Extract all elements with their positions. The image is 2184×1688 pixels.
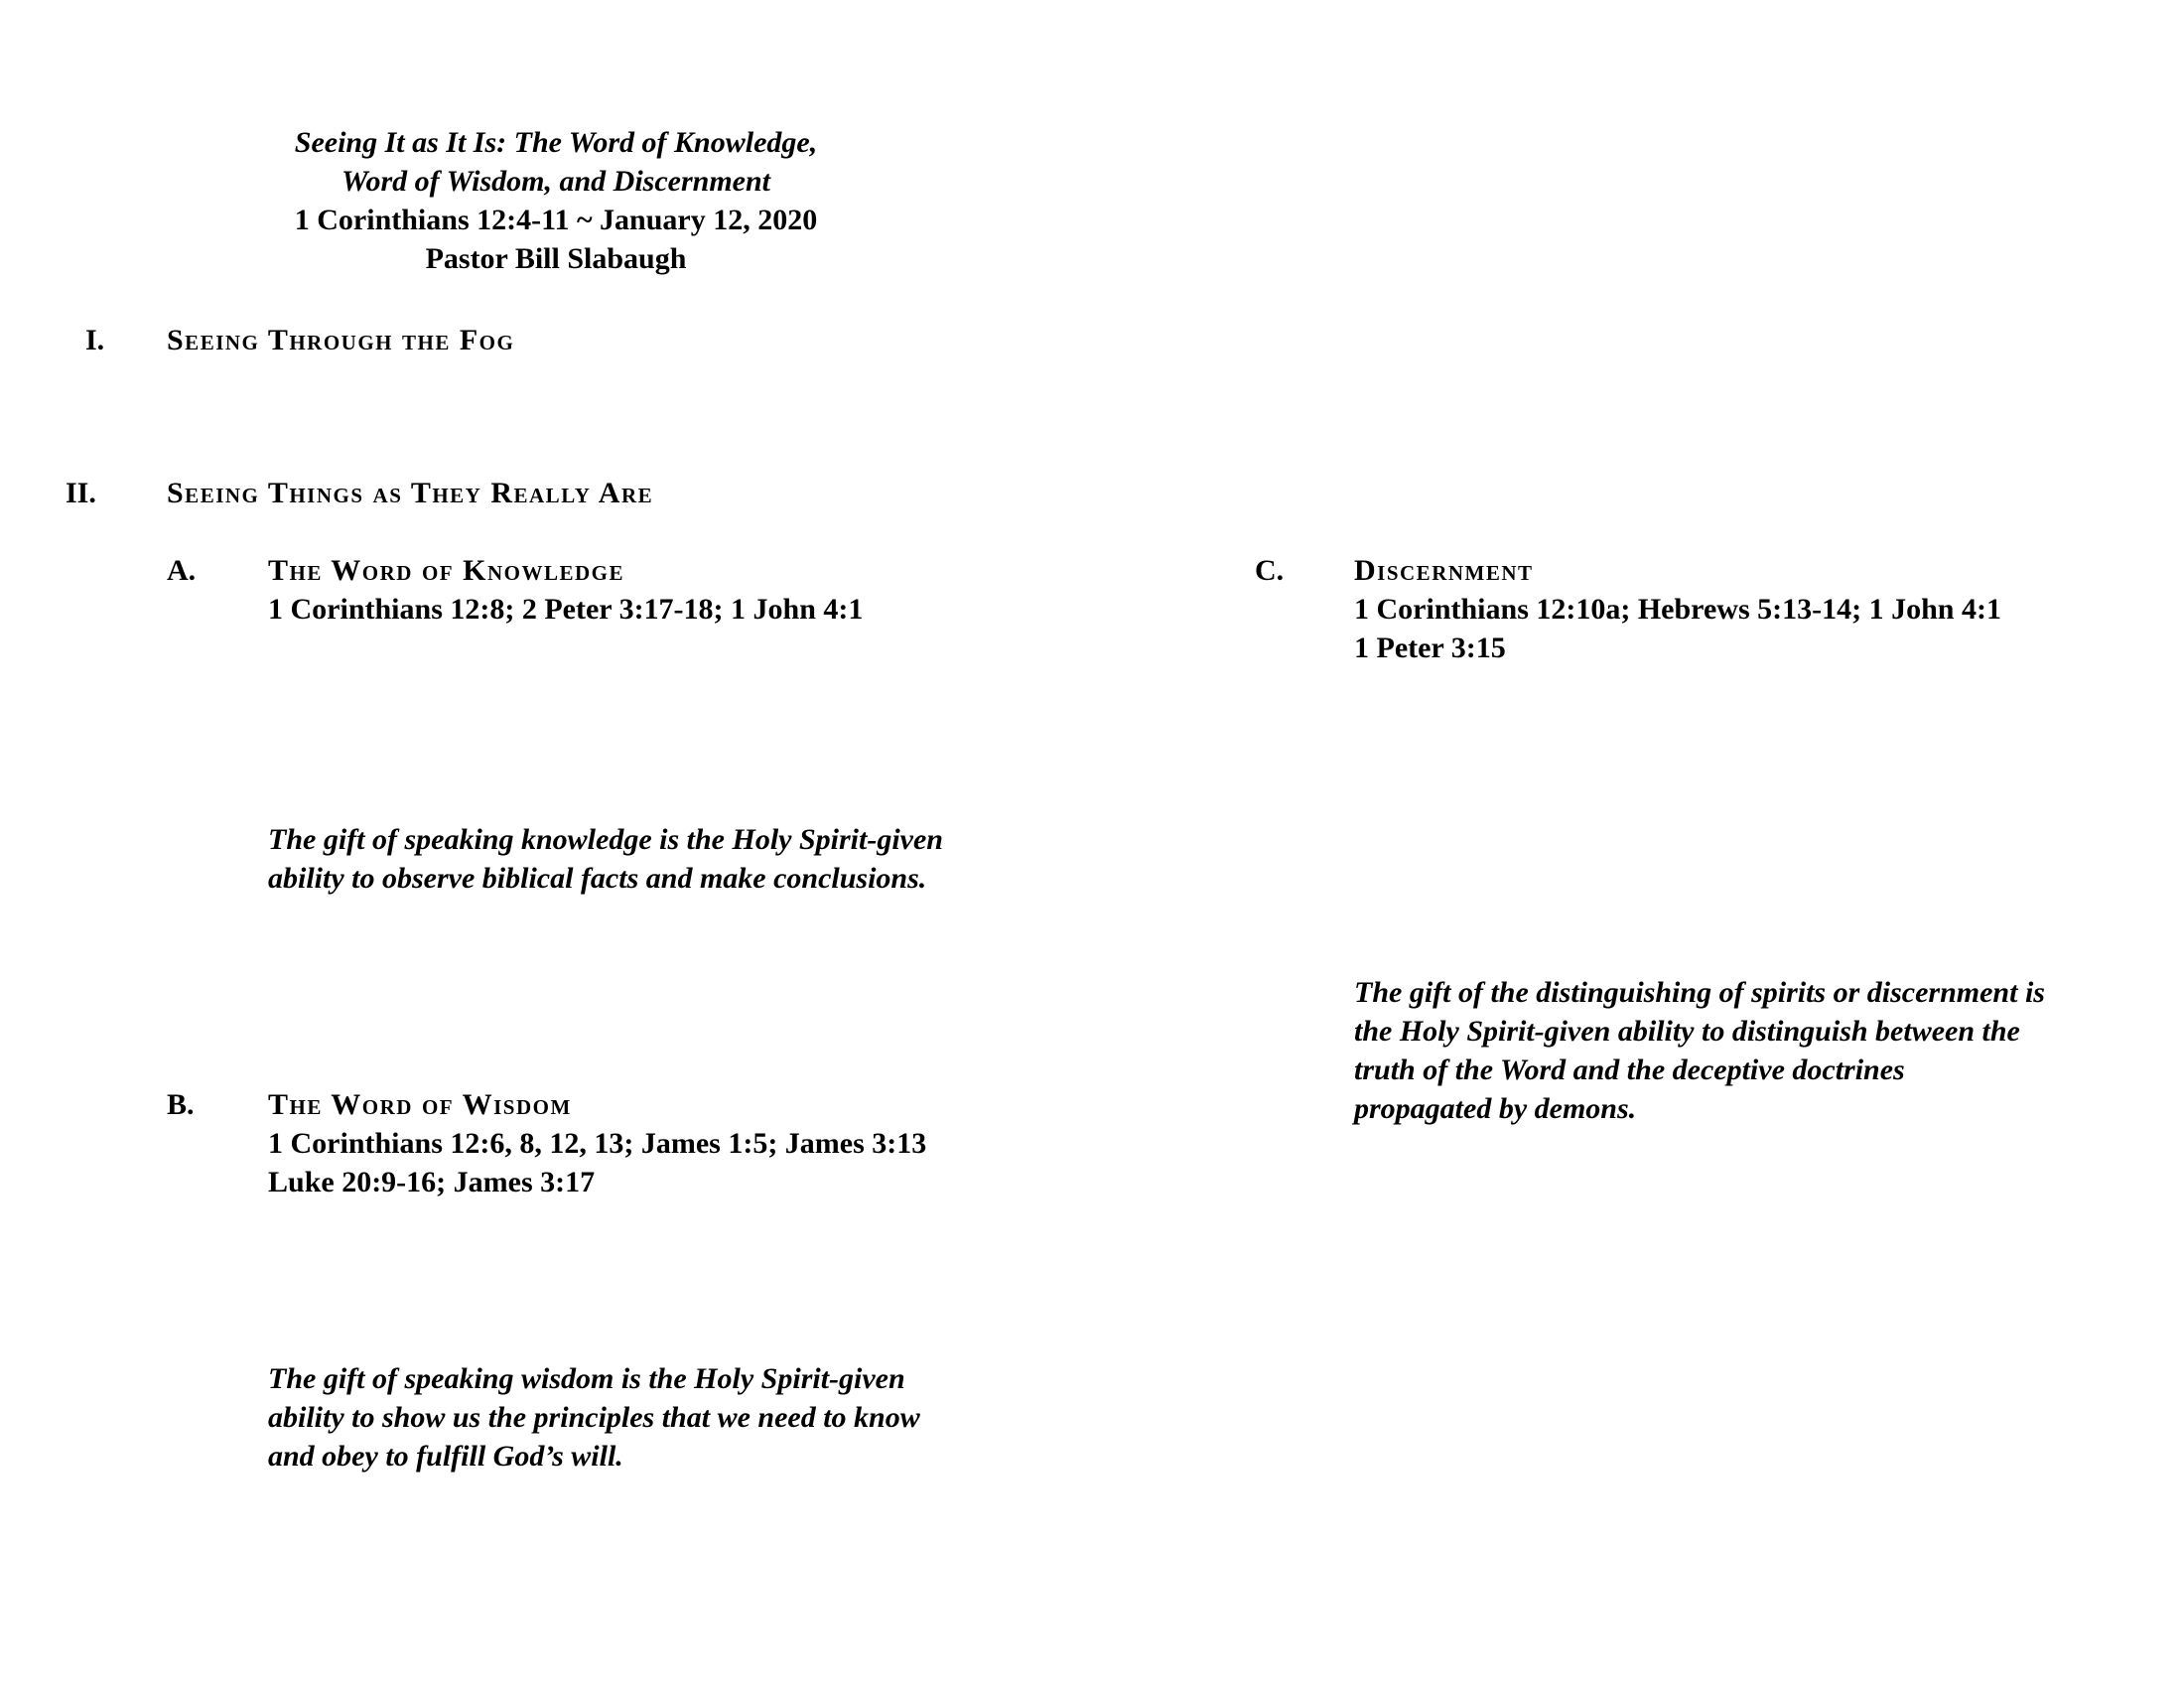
point-c-reference-line: 1 Peter 3:15 [1354,632,1506,664]
point-a-letter: A. [167,554,197,587]
point-b-letter: B. [167,1088,195,1121]
section-1-heading: Seeing Through the Fog [167,324,515,356]
point-a-definition-line: The gift of speaking knowledge is the Holy Spirit-given [268,823,943,856]
sermon-scripture-date: 1 Corinthians 12:4-11 ~ January 12, 2020 [294,204,818,236]
point-b-definition-line: ability to show us the principles that we need to know [268,1401,920,1434]
point-b-references [268,1124,926,1201]
point-a-heading: The Word of Knowledge [268,554,624,587]
point-c-letter: C. [1255,554,1285,587]
sermon-title-line-2: Word of Wisdom, and Discernment [341,165,770,198]
point-a-reference-line: 1 Corinthians 12:8; 2 Peter 3:17-18; 1 John 4:1 [268,593,864,626]
point-b-heading: The Word of Wisdom [268,1088,572,1121]
point-c-reference-line: 1 Corinthians 12:10a; Hebrews 5:13-14; 1 John 4:1 [1354,593,2001,626]
point-c-definition-line: truth of the Word and the deceptive doctrines [1354,1054,1905,1086]
section-2-numeral: II. [66,477,96,509]
point-b-reference-line: 1 Corinthians 12:6, 8, 12, 13; James 1:5; James 3:13 [268,1127,927,1160]
point-c-definition-line: the Holy Spirit-given ability to distinguish between the [1354,1015,2020,1048]
point-c-definition [1354,973,2045,1128]
section-2-heading: Seeing Things as They Really Are [167,477,654,509]
point-c-definition-line: The gift of the distinguishing of spirits or discernment is [1354,976,2045,1009]
point-b-definition-line: The gift of speaking wisdom is the Holy Spirit-given [268,1362,905,1395]
point-c-references [1354,590,2001,667]
point-b-reference-line: Luke 20:9-16; James 3:17 [268,1166,596,1198]
sermon-speaker: Pastor Bill Slabaugh [425,242,687,275]
section-1-numeral: I. [85,324,105,356]
point-a-definition-line: ability to observe biblical facts and make conclusions. [268,862,927,895]
point-c-heading: Discernment [1354,554,1534,587]
point-c-definition-line: propagated by demons. [1354,1092,1637,1125]
point-a-references [268,590,863,629]
sermon-header [159,123,953,278]
point-b-definition [268,1359,920,1476]
sermon-title-line-1: Seeing It as It Is: The Word of Knowledge, [294,126,818,159]
point-b-definition-line: and obey to fulfill God’s will. [268,1440,623,1473]
point-a-definition [268,820,943,898]
